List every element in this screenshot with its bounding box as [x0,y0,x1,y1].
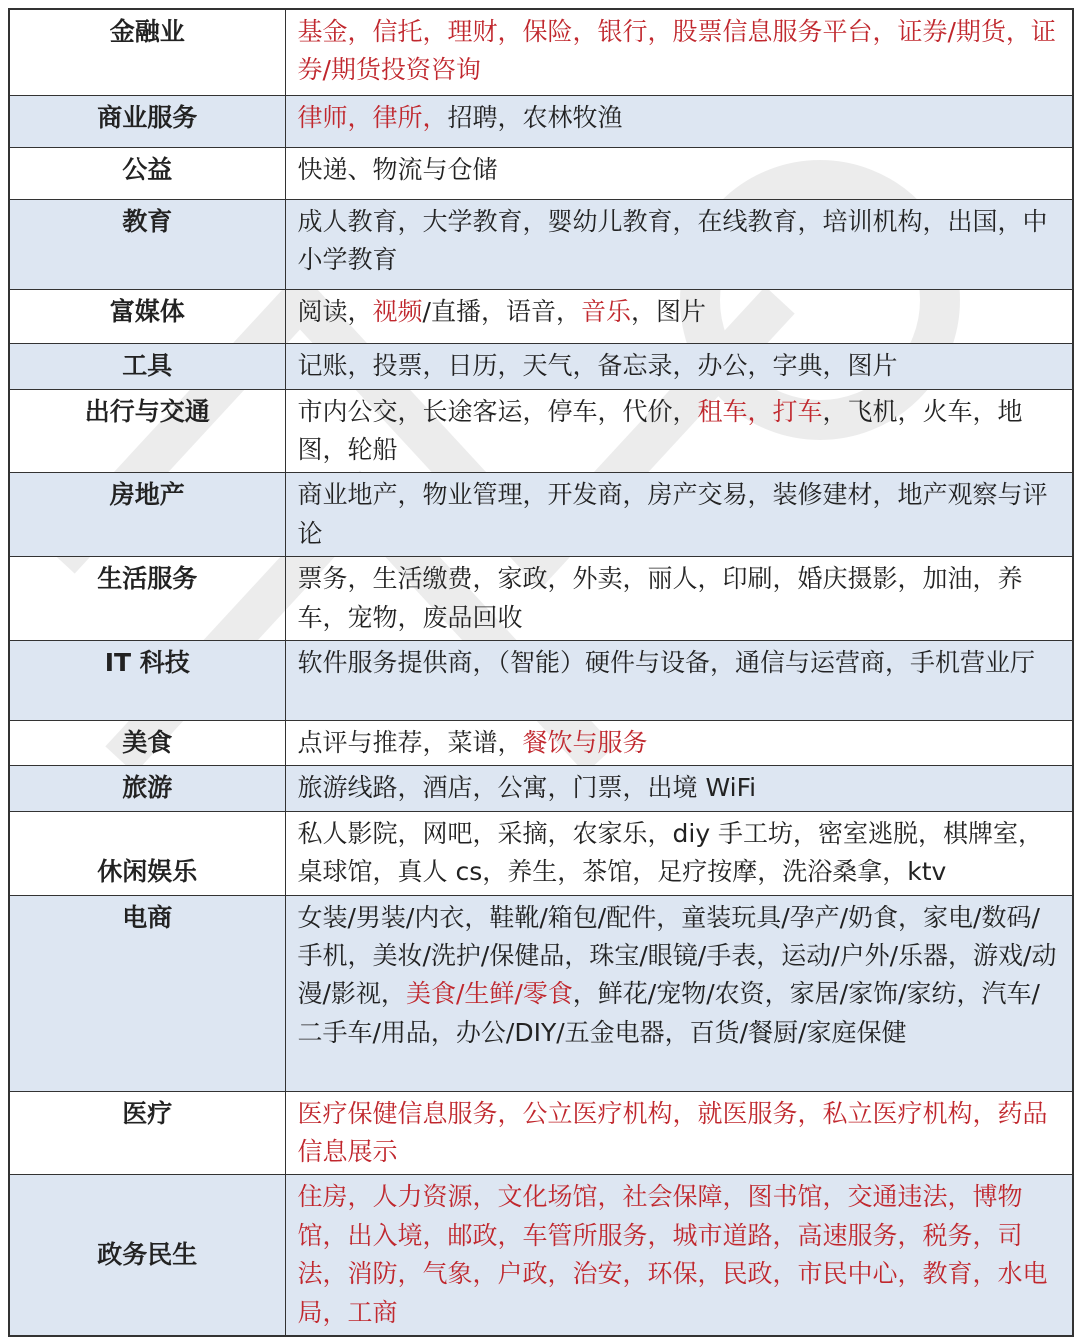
category-cell: 教育 [9,199,285,289]
table-row [9,473,1073,557]
category-cell: 政务民生 [9,1175,285,1336]
items-cell [285,199,1073,289]
items-cell [285,557,1073,641]
items-cell [285,1175,1073,1336]
items-cell [285,289,1073,343]
items-cell [285,640,1073,720]
category-cell: IT 科技 [9,640,285,720]
items-text: 商业地产，物业管理，开发商，房产交易，装修建材，地产观察与评论 [297,480,1048,548]
table-row [9,557,1073,641]
highlighted-items-text: 基金，信托，理财，保险，银行，股票信息服务平台，证券/期货，证券/期货投资咨询 [297,17,1056,85]
highlighted-items-text: 医疗保健信息服务，公立医疗机构，就医服务，私立医疗机构，药品信息展示 [297,1098,1048,1166]
items-text: 成人教育，大学教育，婴幼儿教育，在线教育，培训机构，出国，中小学教育 [297,206,1048,274]
table-row [9,766,1073,811]
items-text: 私人影院，网吧，采摘，农家乐，diy 手工坊，密室逃脱，棋牌室，桌球馆，真人 cs，养生，茶馆，足疗按摩，洗浴桑拿，ktv [297,818,1044,887]
category-cell: 富媒体 [9,289,285,343]
items-text: 市内公交，长途客运，停车，代价， [297,396,698,426]
highlighted-items-text: 律师，律所， [297,102,448,132]
items-text: 软件服务提供商，（智能）硬件与设备，通信与运营商，手机营业厅 [297,647,1036,677]
highlighted-items-text: 美食/生鲜/零食 [405,979,573,1009]
table-row [9,640,1073,720]
category-cell: 房地产 [9,473,285,557]
category-table-container [8,8,1072,1337]
table-row [9,343,1073,389]
items-cell [285,95,1073,147]
industry-category-table [8,8,1074,1337]
items-text: ，图片 [630,296,706,326]
table-row [9,289,1073,343]
items-text: 票务，生活缴费，家政，外卖，丽人，印刷，婚庆摄影，加油，养车，宠物，废品回收 [297,564,1023,632]
category-cell: 公益 [9,147,285,199]
items-text: ，鲜花/宠物/农资，家居/家饰/家纺，汽车/二手车/用品，办公/DIY/五金电器，百货/餐厨/家庭保健 [297,979,1040,1047]
table-row [9,9,1073,95]
items-cell [285,9,1073,95]
category-cell: 旅游 [9,766,285,811]
category-cell: 电商 [9,895,285,1091]
category-cell: 生活服务 [9,557,285,641]
category-cell: 金融业 [9,9,285,95]
highlighted-items-text: 餐饮与服务 [522,727,648,757]
category-cell: 美食 [9,720,285,765]
items-text: 点评与推荐，菜谱， [297,727,523,757]
items-cell [285,1091,1073,1175]
highlighted-items-text: 音乐 [580,296,631,326]
category-cell: 工具 [9,343,285,389]
table-row [9,895,1073,1091]
category-cell: 医疗 [9,1091,285,1175]
items-cell [285,389,1073,473]
items-text: 旅游线路，酒店，公寓，门票，出境 WiFi [297,773,757,803]
category-cell: 商业服务 [9,95,285,147]
items-text: /直播，语音， [422,296,581,326]
highlighted-items-text: 租车，打车 [697,396,823,426]
table-row [9,389,1073,473]
items-cell [285,811,1073,895]
table-row [9,811,1073,895]
items-text: ，飞机，火车，地图，轮船 [297,396,1023,464]
table-row [9,1091,1073,1175]
items-cell [285,720,1073,765]
items-text: 快递、物流与仓储 [297,154,498,184]
table-row [9,720,1073,765]
items-cell [285,343,1073,389]
items-text: 阅读， [297,296,373,326]
items-text: 记账，投票，日历，天气，备忘录，办公，字典，图片 [297,350,898,380]
table-row [9,1175,1073,1336]
category-cell: 出行与交通 [9,389,285,473]
items-cell [285,895,1073,1091]
table-row [9,199,1073,289]
items-cell [285,147,1073,199]
highlighted-items-text: 视频 [372,296,423,326]
highlighted-items-text: 住房，人力资源，文化场馆，社会保障，图书馆，交通违法，博物馆，出入境，邮政，车管所服务，城市道路，高速服务，税务，司法，消防，气象，户政，治安，环保，民政，市民中心，教育，水电局，工商 [297,1182,1048,1327]
items-text: 招聘，农林牧渔 [447,102,623,132]
items-cell [285,473,1073,557]
items-cell [285,766,1073,811]
items-text: 女装/男装/内衣，鞋靴/箱包/配件，童装玩具/孕产/奶食，家电/数码/手机，美妆/洗护/保健品，珠宝/眼镜/手表，运动/户外/乐器，游戏/动漫/影视， [297,902,1057,1009]
table-row [9,95,1073,147]
table-row [9,147,1073,199]
category-cell: 休闲娱乐 [9,811,285,895]
